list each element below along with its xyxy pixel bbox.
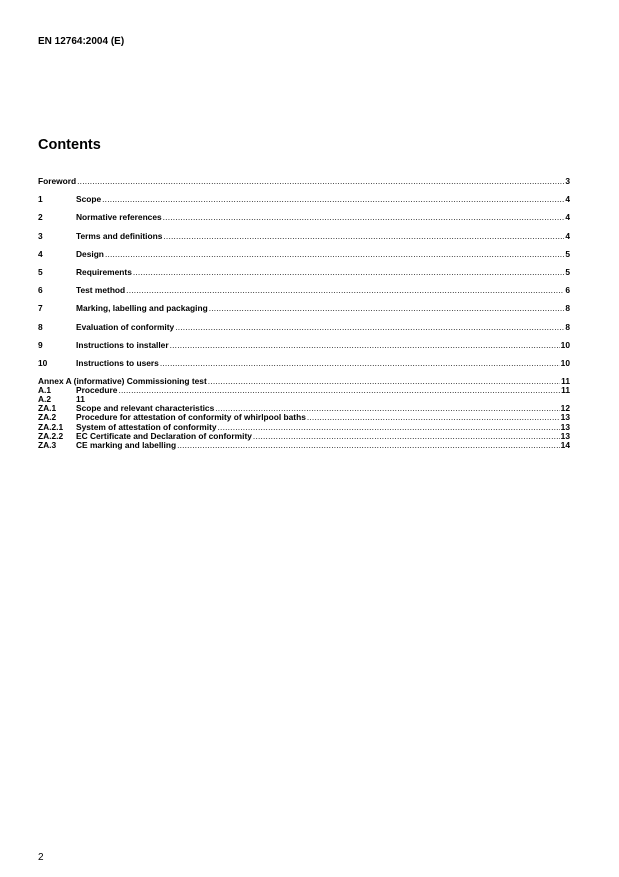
document-id: EN 12764:2004 (E) xyxy=(38,36,125,47)
toc-entry-title: Terms and definitions xyxy=(76,230,163,241)
toc-entry-page: 14 xyxy=(560,439,570,450)
toc-entry-number: ZA.2.2 xyxy=(38,430,64,441)
toc-entry-page: 5 xyxy=(565,266,570,277)
toc-entry-number: 2 xyxy=(38,212,43,223)
toc-leader-dots xyxy=(163,232,564,241)
toc-entry-number: 6 xyxy=(38,285,43,296)
toc-entry[interactable] xyxy=(38,177,570,195)
toc-entry-title: Foreword xyxy=(38,176,77,186)
toc-entry-number: A.1 xyxy=(38,385,52,396)
toc-entry-number: 9 xyxy=(38,339,43,350)
toc-leader-dots xyxy=(175,323,564,332)
toc-entry-title: Evaluation of conformity xyxy=(76,321,175,332)
toc-entry-number: 7 xyxy=(38,303,43,314)
toc-entry-page: 10 xyxy=(560,357,570,368)
toc-entry-title: Instructions to users xyxy=(76,357,159,368)
toc-entry[interactable] xyxy=(38,377,570,386)
toc-entry[interactable] xyxy=(38,359,570,377)
toc-entry-page: 10 xyxy=(560,339,570,350)
toc-leader-dots xyxy=(170,341,560,350)
toc-leader-dots xyxy=(105,250,564,259)
toc-leader-dots xyxy=(118,386,560,395)
toc-entry-title: Requirements xyxy=(76,266,132,277)
toc-entry[interactable] xyxy=(38,195,570,213)
toc-entry-title: Annex A (informative) Commissioning test xyxy=(38,376,207,387)
page-title: Contents xyxy=(38,137,101,153)
toc-entry[interactable] xyxy=(38,286,570,304)
toc-leader-dots xyxy=(177,441,560,450)
toc-entry-title: Design xyxy=(76,248,104,259)
toc-entry-number: ZA.3 xyxy=(38,439,57,450)
toc-entry-page: 4 xyxy=(565,212,570,223)
toc-entry-page: 13 xyxy=(560,421,570,432)
toc-entry-number: 5 xyxy=(38,266,43,277)
toc-leader-dots xyxy=(209,304,565,313)
toc-entry-title: CE marking and labelling xyxy=(76,439,177,450)
toc-entry-page: 6 xyxy=(565,285,570,296)
toc-entry-page: 13 xyxy=(560,412,570,423)
toc-entry-page: 11 xyxy=(561,385,570,396)
toc-entry-page: 11 xyxy=(561,376,570,387)
toc-leader-dots xyxy=(133,268,564,277)
toc-leader-dots xyxy=(208,377,560,386)
toc-entry-page: 8 xyxy=(565,321,570,332)
toc-entry-title: System of attestation of conformity xyxy=(76,421,217,432)
toc-leader-dots xyxy=(126,286,564,295)
toc-entry-page: 5 xyxy=(565,248,570,259)
toc-entry-title: 11 xyxy=(76,394,85,405)
toc-leader-dots xyxy=(218,423,560,432)
toc-entry-page: 4 xyxy=(565,194,570,205)
toc-entry-title: Test method xyxy=(76,285,126,296)
toc-entry[interactable] xyxy=(38,213,570,231)
toc-entry[interactable] xyxy=(38,268,570,286)
toc-entry-title: Scope xyxy=(76,194,102,205)
toc-leader-dots xyxy=(307,413,560,422)
toc-entry-number: ZA.1 xyxy=(38,403,57,414)
toc-entry[interactable] xyxy=(38,386,570,395)
toc-entry[interactable] xyxy=(38,304,570,322)
toc-entry-title: Procedure for attestation of conformity of whirlpool baths xyxy=(76,412,306,423)
toc-entry[interactable] xyxy=(38,323,570,341)
toc-entry-number: 8 xyxy=(38,321,43,332)
toc-entry-number: ZA.2 xyxy=(38,412,57,423)
page-number: 2 xyxy=(38,852,44,863)
toc-entry[interactable] xyxy=(38,232,570,250)
toc-entry-page: 12 xyxy=(560,403,570,414)
toc-entry-title: EC Certificate and Declaration of conformity xyxy=(76,430,252,441)
toc-leader-dots xyxy=(160,359,560,368)
toc-entry-title: Marking, labelling and packaging xyxy=(76,303,208,314)
toc-entry-page: 13 xyxy=(560,430,570,441)
toc-entry[interactable] xyxy=(38,250,570,268)
toc-entry-title: Procedure xyxy=(76,385,118,396)
toc-entry-page: 8 xyxy=(565,303,570,314)
toc-entry-title: Scope and relevant characteristics xyxy=(76,403,215,414)
toc-leader-dots xyxy=(77,177,564,186)
toc-leader-dots xyxy=(102,195,564,204)
toc-entry-number: 1 xyxy=(38,194,43,205)
table-of-contents xyxy=(38,177,570,450)
toc-entry-number: ZA.2.1 xyxy=(38,421,64,432)
toc-entry-page: 3 xyxy=(565,176,570,186)
toc-entry-title: Instructions to installer xyxy=(76,339,169,350)
toc-leader-dots xyxy=(163,213,565,222)
toc-entry-number: 4 xyxy=(38,248,43,259)
toc-entry[interactable] xyxy=(38,441,570,450)
toc-entry[interactable] xyxy=(38,341,570,359)
toc-entry-page: 4 xyxy=(565,230,570,241)
toc-entry-number: A.2 xyxy=(38,394,52,405)
toc-entry-number: 3 xyxy=(38,230,43,241)
toc-entry-title: Normative references xyxy=(76,212,162,223)
toc-leader-dots xyxy=(253,432,560,441)
toc-entry-number: 10 xyxy=(38,357,48,368)
